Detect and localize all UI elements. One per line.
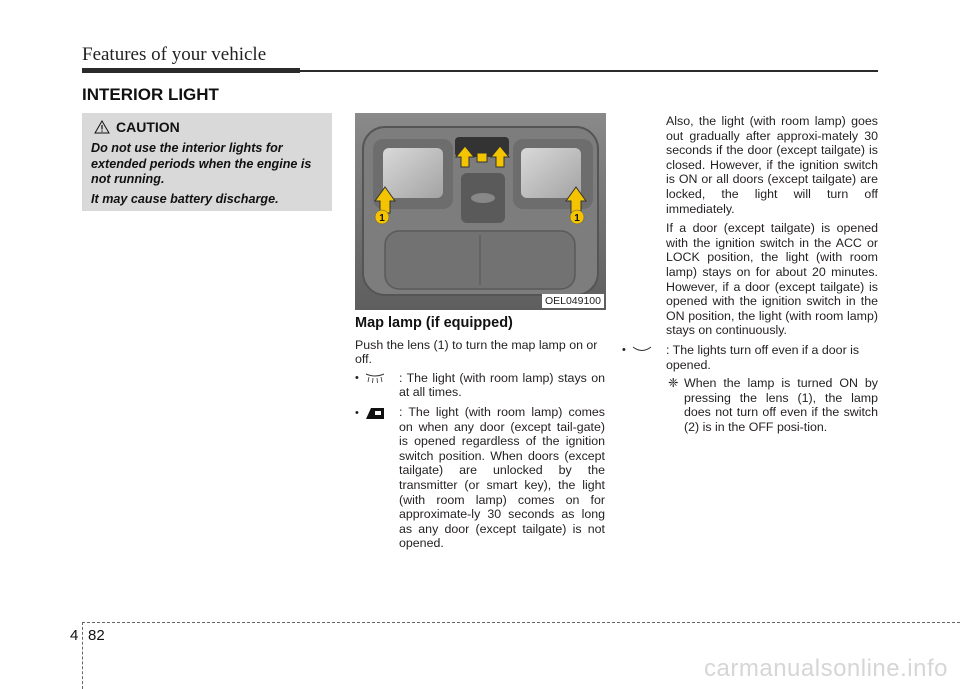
- right-column: [620, 114, 878, 434]
- list-item: • : The light (with room lamp) comes on when any door (except tail-gate) is opened regardless of the ignition switch position. When doors (except tailgate) are unlocked by the transmitter (or smart key), the light (with room lamp) comes on for approximate-ly 30 seconds as long as any door (except tailgate) is not opened.: [355, 404, 605, 551]
- paragraph-20-minutes: If a door (except tailgate) is opened with the ignition switch in the ACC or LOCK position, the light (with room lamp) stays on for about 20 minutes. However, if a door (except tailgate) is opened with the ignition switch in the ON position, the light (with room lamp) stays on continuously.: [666, 221, 878, 338]
- warning-triangle-icon: [94, 120, 110, 134]
- caution-label: CAUTION: [116, 119, 180, 135]
- bullet-text-door: : The light (with room lamp) comes on when any door (except tail-gate) is opened regardless of the ignition switch position. When doors (except tailgate) are unlocked by the transmitter (or smart key), the light (with room lamp) comes on for approximate-ly 30 seconds as long as any door (except tailgate) is not opened.: [399, 404, 605, 551]
- lamp-off-icon: [630, 345, 654, 355]
- callout-1-right: 1: [574, 213, 580, 224]
- caution-text-1: Do not use the interior lights for extended periods when the engine is not running.: [91, 141, 312, 186]
- list-item: • : The lights turn off even if a door is opened.: [622, 342, 860, 372]
- note-symbol: ❈: [668, 376, 679, 391]
- figure-code: OEL049100: [542, 294, 604, 308]
- page-header-title: Features of your vehicle: [82, 44, 267, 65]
- bullet-text-on: : The light (with room lamp) stays on at all times.: [399, 370, 605, 400]
- map-lamp-intro: Push the lens (1) to turn the map lamp on or off.: [355, 337, 598, 367]
- lamp-on-icon: [363, 372, 387, 384]
- callout-1-left: 1: [379, 213, 385, 224]
- map-lamp-section: [355, 316, 605, 556]
- header-bar: [82, 68, 300, 73]
- caution-box: [82, 113, 332, 211]
- chapter-number: 4: [70, 627, 79, 644]
- interior-light-photo: [355, 113, 606, 310]
- caution-header: [94, 119, 180, 135]
- door-lamp-icon: [363, 405, 387, 421]
- caution-text-2: It may cause battery discharge.: [91, 191, 279, 206]
- note: [666, 376, 878, 434]
- caution-text: [91, 141, 327, 211]
- paragraph-fadeout: Also, the light (with room lamp) goes out gradually after approxi-mately 30 seconds if the door (except tailgate) is closed. However, if the ignition switch is ON or all doors (except tailgate) are locked, the light will turn off immediately.: [666, 114, 878, 216]
- footer-divider: [82, 622, 83, 689]
- bullet-text-off: : The lights turn off even if a door is opened.: [666, 342, 860, 372]
- header-rule: [300, 70, 878, 72]
- footer-rule: [82, 622, 960, 623]
- section-title: INTERIOR LIGHT: [82, 85, 219, 104]
- list-item: • : The light (with room lamp) stays on at all times.: [355, 370, 605, 400]
- watermark: carmanualsonline.info: [704, 655, 948, 682]
- map-lamp-title: Map lamp (if equipped): [355, 315, 513, 331]
- page-number: 82: [88, 627, 105, 644]
- note-text: When the lamp is turned ON by pressing the lens (1), the lamp does not turn off even if the switch (2) is in the OFF posi-tion.: [684, 376, 878, 434]
